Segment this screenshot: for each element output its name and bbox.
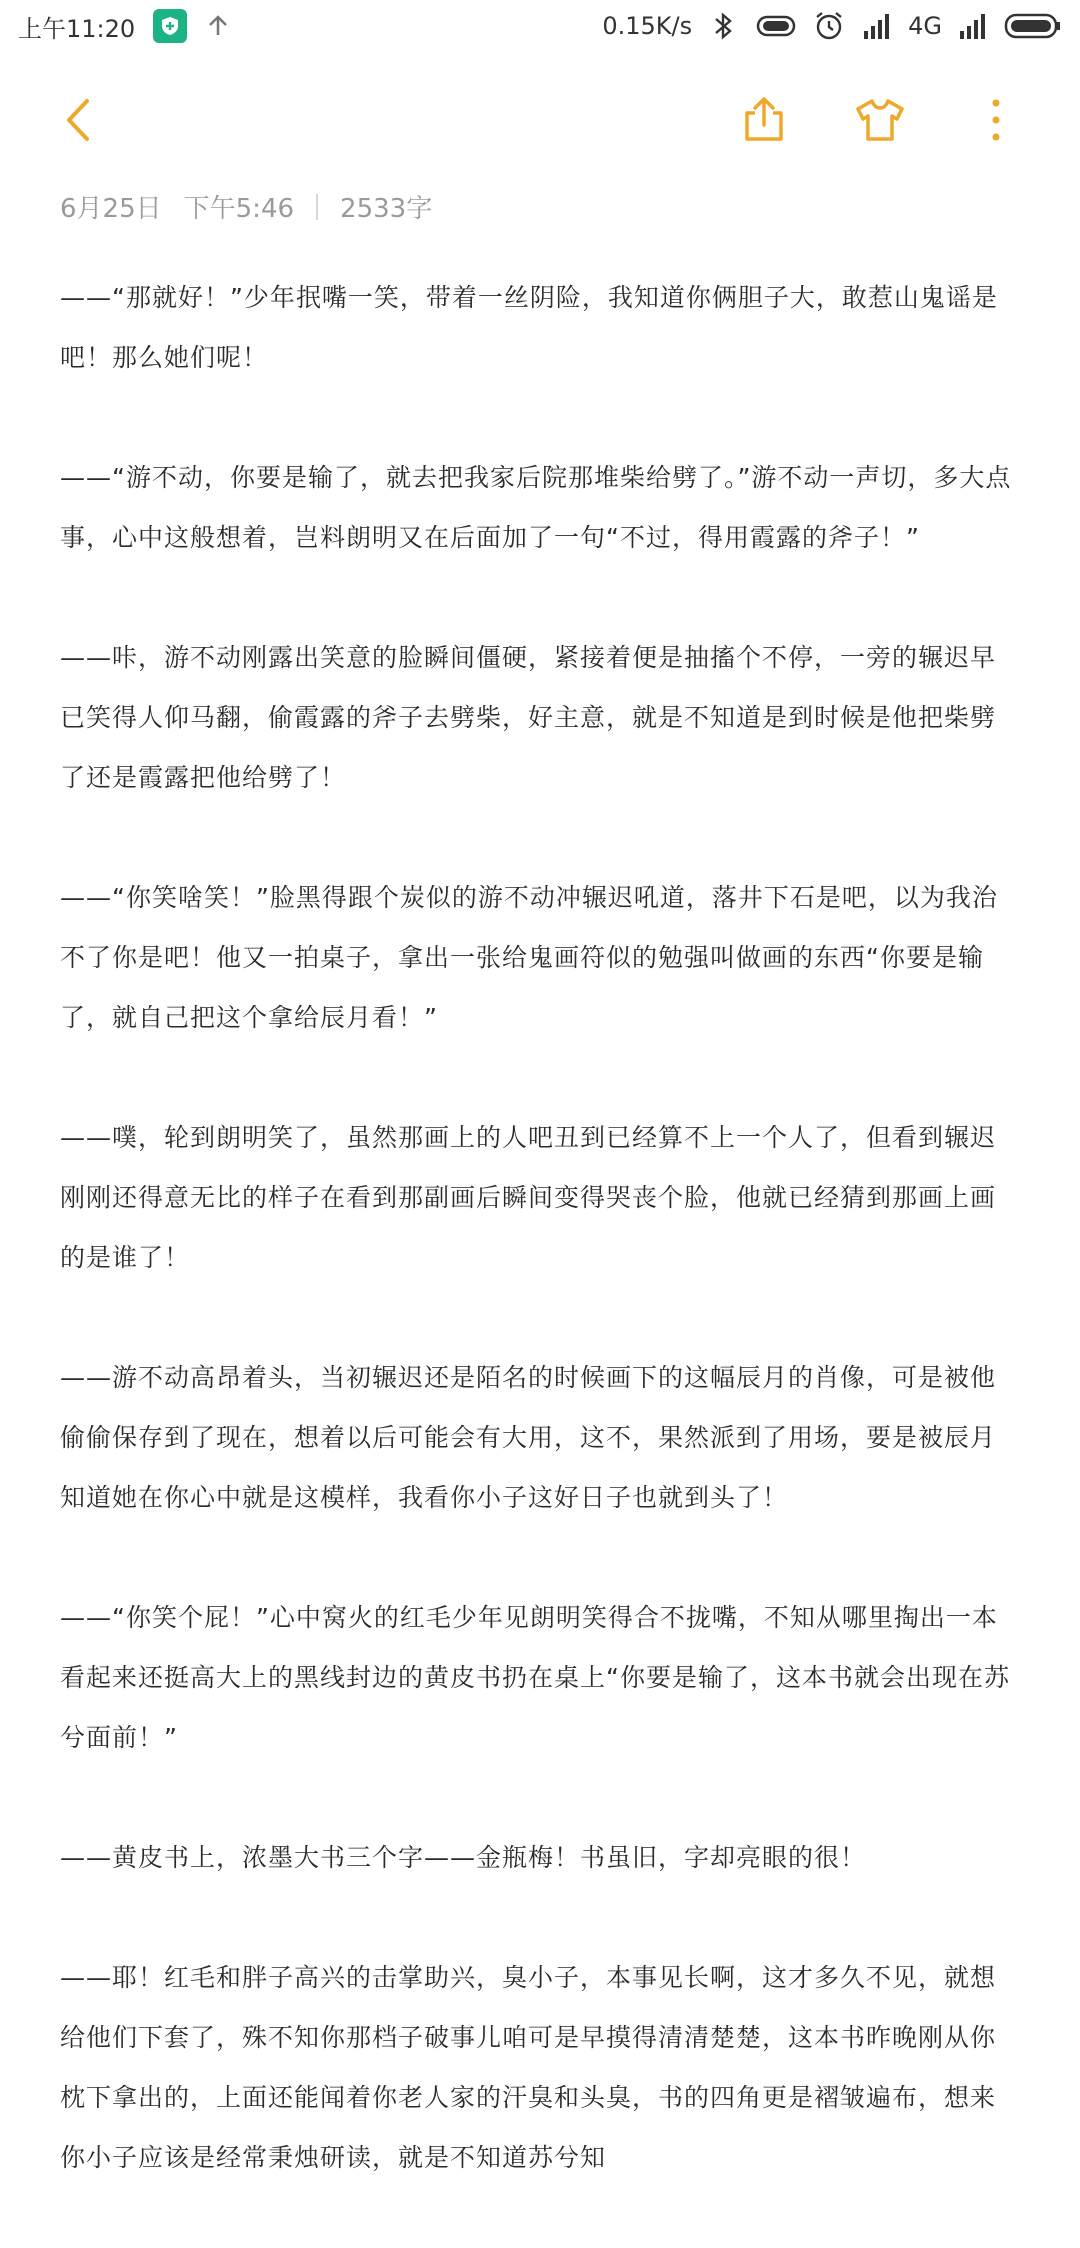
signal-icon-2 xyxy=(956,9,990,43)
note-date: 6月25日 xyxy=(60,194,162,224)
status-bar xyxy=(0,0,1080,52)
vibrate-icon xyxy=(754,9,798,43)
paragraph: ——黄皮书上，浓墨大书三个字——金瓶梅！书虽旧，字却亮眼的很！ xyxy=(60,1843,867,1872)
note-meta xyxy=(60,188,432,225)
alarm-icon xyxy=(812,9,846,43)
note-content[interactable] xyxy=(60,268,1020,2248)
back-button[interactable] xyxy=(50,90,110,150)
security-shield-icon xyxy=(153,9,187,43)
more-vertical-icon xyxy=(969,93,1023,147)
note-time: 下午5:46 xyxy=(183,194,295,224)
more-button[interactable] xyxy=(966,90,1026,150)
word-count: 2533字 xyxy=(340,194,433,224)
share-button[interactable] xyxy=(734,90,794,150)
paragraph: ——噗，轮到朗明笑了，虽然那画上的人吧丑到已经算不上一个人了，但看到辗迟刚刚还得意无比的样子在看到那副画后瞬间变得哭丧个脸，他就已经猜到那画上画的是谁了！ xyxy=(60,1123,997,1272)
paragraph: ——“你笑啥笑！”脸黑得跟个炭似的游不动冲辗迟吼道，落井下石是吧，以为我治不了你是吧！他又一拍桌子，拿出一张给鬼画符似的勉强叫做画的东西“你要是输了，就自己把这个拿给辰月看！” xyxy=(60,883,998,1032)
paragraph: ——游不动高昂着头，当初辗迟还是陌名的时候画下的这幅辰月的肖像，可是被他偷偷保存到了现在，想着以后可能会有大用，这不，果然派到了用场，要是被辰月知道她在你心中就是这模样，我看你小子这好日子也就到头了！ xyxy=(60,1363,997,1512)
battery-icon xyxy=(1004,9,1062,43)
share-icon xyxy=(737,93,791,147)
status-time: 上午11:20 xyxy=(18,14,136,43)
meta-divider xyxy=(316,194,318,220)
paragraph: ——“那就好！”少年抿嘴一笑，带着一丝阴险，我知道你俩胆子大，敢惹山鬼谣是吧！那么她们呢！ xyxy=(60,283,998,372)
back-chevron-icon xyxy=(53,93,107,147)
theme-button[interactable] xyxy=(850,90,910,150)
tshirt-icon xyxy=(853,93,907,147)
paragraph: ——“游不动，你要是输了，就去把我家后院那堆柴给劈了。”游不动一声切，多大点事，心中这般想着，岂料朗明又在后面加了一句“不过，得用霞露的斧子！” xyxy=(60,463,1012,552)
signal-icon xyxy=(860,9,894,43)
paragraph: ——咔，游不动刚露出笑意的脸瞬间僵硬，紧接着便是抽搐个不停，一旁的辗迟早已笑得人仰马翻，偷霞露的斧子去劈柴，好主意，就是不知道是到时候是他把柴劈了还是霞露把他给劈了！ xyxy=(60,643,997,792)
paragraph: ——耶！红毛和胖子高兴的击掌助兴，臭小子，本事见长啊，这才多久不见，就想给他们下套了，殊不知你那档子破事儿咱可是早摸得清清楚楚，这本书昨晚刚从你枕下拿出的，上面还能闻着你老人家的汗臭和头臭，书的四角更是褶皱遍布，想来你小子应该是经常秉烛研读，就是不知道苏兮知 xyxy=(60,1963,997,2172)
top-toolbar xyxy=(0,70,1080,170)
network-type: 4G xyxy=(908,12,942,40)
upload-arrow-icon xyxy=(205,13,231,39)
network-speed: 0.15K/s xyxy=(602,12,693,40)
bluetooth-icon xyxy=(706,9,740,43)
paragraph: ——“你笑个屁！”心中窝火的红毛少年见朗明笑得合不拢嘴，不知从哪里掏出一本看起来还挺高大上的黑线封边的黄皮书扔在桌上“你要是输了，这本书就会出现在苏兮面前！” xyxy=(60,1603,1010,1752)
